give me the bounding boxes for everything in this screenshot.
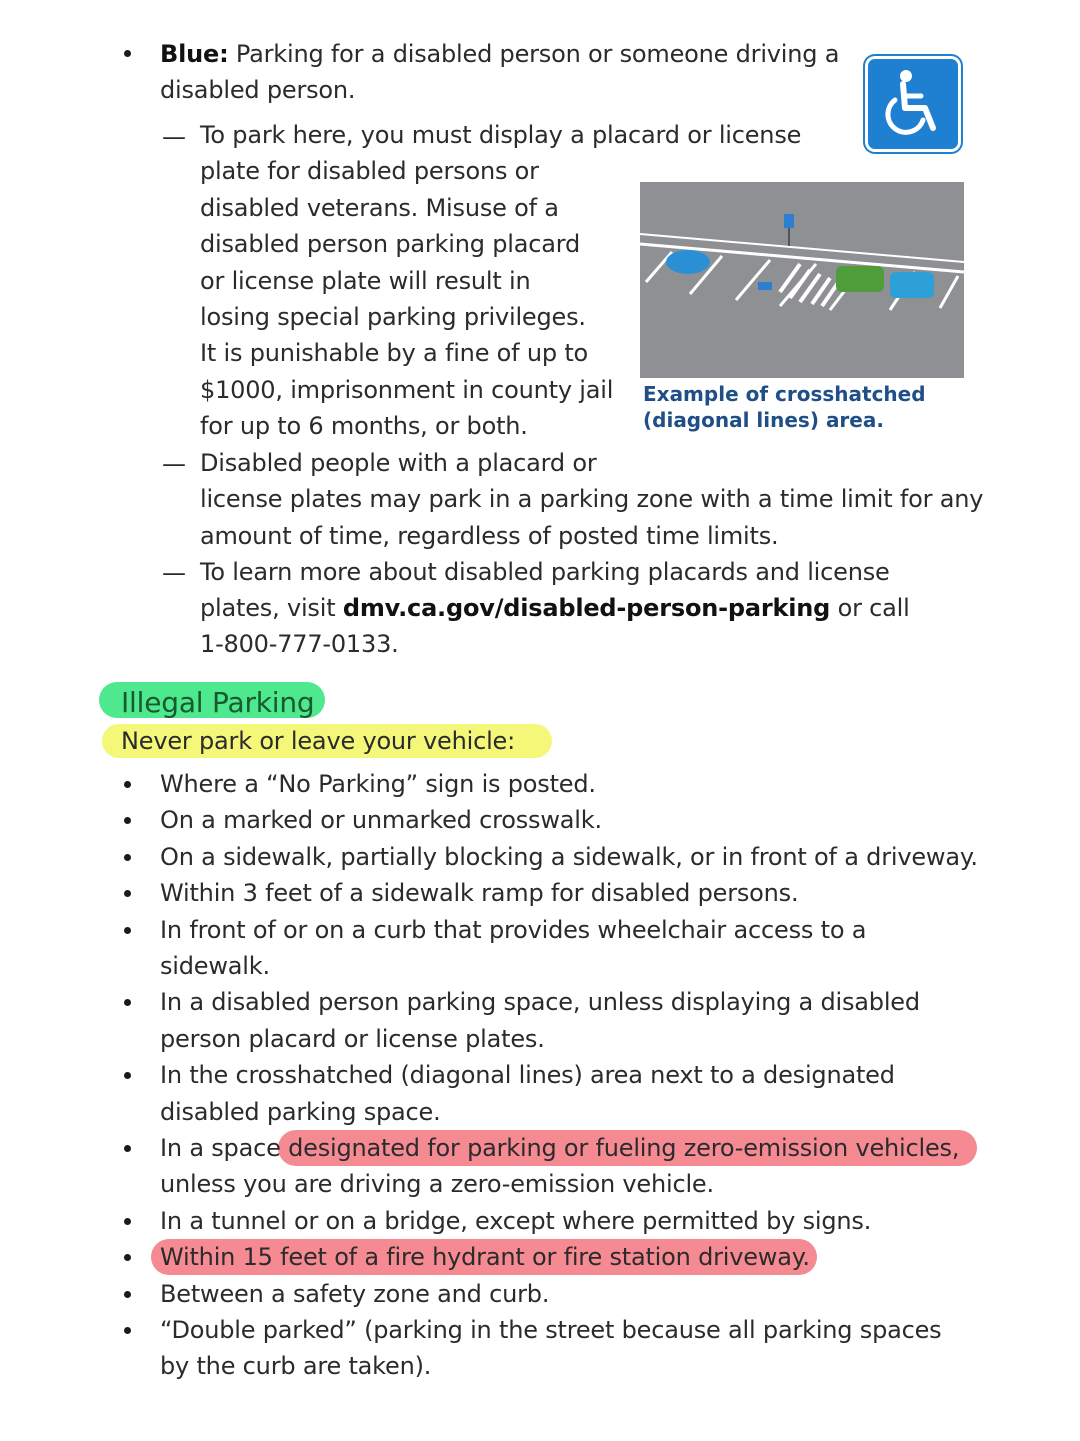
sub1-line: $1000, imprisonment in county jail (200, 375, 614, 404)
sub1-line: It is punishable by a fine of up to (200, 339, 589, 368)
list-item-text: In the crosshatched (diagonal lines) area next to a designated (160, 1061, 895, 1090)
list-item-text: Within 15 feet of a fire hydrant or fire station driveway. (160, 1243, 810, 1272)
list-item-text: Between a safety zone and curb. (160, 1279, 550, 1308)
crosshatch-photo (640, 182, 964, 378)
sub2-line: amount of time, regardless of posted time limits. (200, 521, 779, 550)
illegal-parking-heading: Illegal Parking (121, 686, 315, 719)
list-item-text: Where a “No Parking” sign is posted. (160, 770, 596, 798)
bullet (124, 999, 131, 1006)
sub3-line-1: To learn more about disabled parking placards and license (200, 558, 890, 586)
list-item-text: unless you are driving a zero-emission vehicle. (160, 1170, 714, 1199)
list-item-text: In a space designated for parking or fueling zero-emission vehicles, (160, 1134, 960, 1162)
list-item-text: person placard or license plates. (160, 1024, 545, 1053)
list-item-text: In a tunnel or on a bridge, except where permitted by signs. (160, 1206, 872, 1235)
parking-lot-illustration (640, 182, 964, 378)
bullet (124, 1072, 131, 1079)
list-item-text: In front of or on a curb that provides wheelchair access to a (160, 915, 867, 944)
illegal-intro: Never park or leave your vehicle: (121, 727, 515, 755)
sub2-line: Disabled people with a placard or (200, 449, 597, 477)
sub3-pre: plates, visit (200, 594, 343, 622)
blue-text-1: Parking for a disabled person or someone driving a (228, 40, 840, 68)
sub3-post: or call (830, 594, 910, 622)
blue-line-2: disabled person. (160, 76, 356, 104)
bullet (124, 1145, 131, 1152)
bullet (124, 854, 131, 861)
wheelchair-sign (865, 56, 961, 152)
sub1-line: for up to 6 months, or both. (200, 412, 528, 441)
phone-number: 1-800-777-0133. (200, 630, 399, 658)
sub1-line: plate for disabled persons or (200, 157, 539, 186)
bullet (124, 1327, 131, 1334)
wheelchair-icon (865, 56, 961, 152)
sub1-line: To park here, you must display a placard or license (200, 121, 802, 149)
bullet (124, 781, 131, 788)
sub3-line-2 (200, 596, 910, 620)
list-item-text: On a marked or unmarked crosswalk. (160, 806, 602, 835)
bullet (124, 817, 131, 824)
bullet (124, 890, 131, 897)
blue-line-1 (160, 42, 839, 66)
list-item-text: In a disabled person parking space, unless displaying a disabled (160, 988, 920, 1017)
sub2-line: license plates may park in a parking zone with a time limit for any (200, 485, 984, 514)
list-item-text: On a sidewalk, partially blocking a sidewalk, or in front of a driveway. (160, 842, 978, 871)
list-item-text: “Double parked” (parking in the street because all parking spaces (160, 1316, 942, 1344)
sub1-line: or license plate will result in (200, 266, 531, 295)
sub1-line: disabled veterans. Misuse of a (200, 193, 559, 222)
sub1-line: losing special parking privileges. (200, 303, 586, 331)
dash: — (162, 450, 186, 478)
list-item-text: Within 3 feet of a sidewalk ramp for disabled persons. (160, 879, 799, 908)
figure-caption-line-1: Example of crosshatched (643, 382, 926, 406)
list-item-text: sidewalk. (160, 952, 270, 980)
bullet (124, 50, 131, 57)
bullet (124, 1254, 131, 1261)
list-item-text: disabled parking space. (160, 1097, 441, 1126)
figure-caption-line-2: (diagonal lines) area. (643, 408, 884, 432)
dash: — (162, 559, 186, 587)
blue-label: Blue: (160, 40, 229, 68)
list-item-text: by the curb are taken). (160, 1352, 432, 1381)
sub1-line: disabled person parking placard (200, 230, 580, 259)
dmv-link[interactable]: dmv.ca.gov/disabled-person-parking (342, 594, 831, 622)
bullet (124, 1218, 131, 1225)
bullet (124, 927, 131, 934)
dash: — (162, 123, 186, 151)
bullet (124, 1291, 131, 1298)
